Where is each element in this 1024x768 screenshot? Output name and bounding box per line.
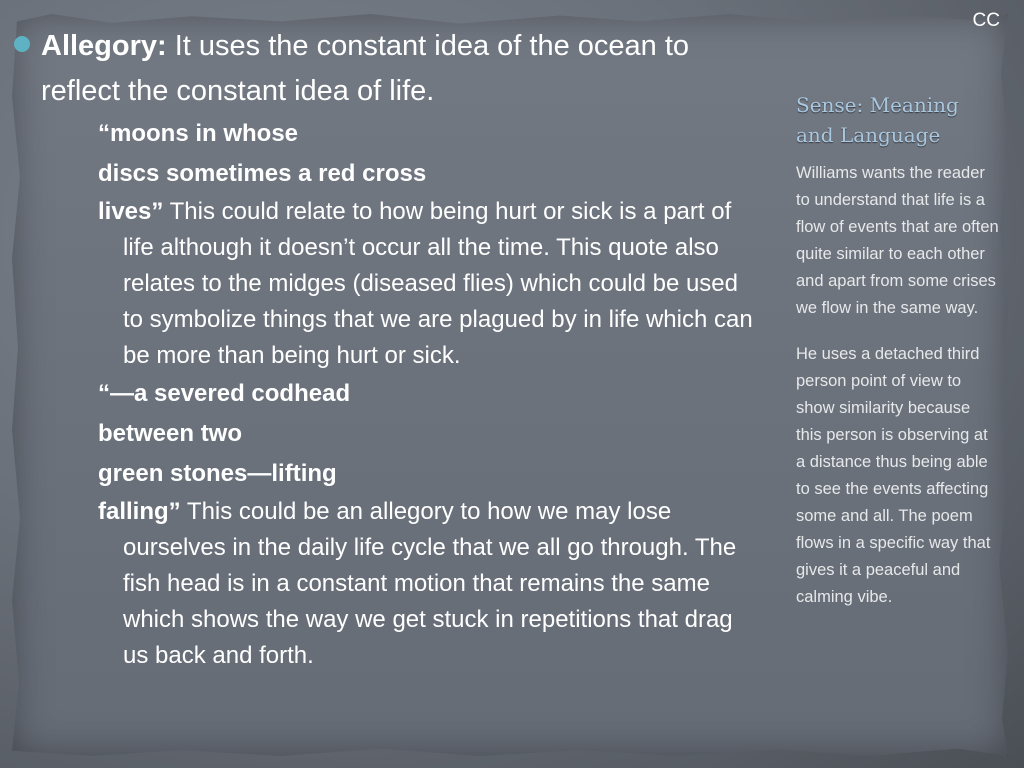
sidebar-panel bbox=[796, 90, 1000, 630]
quote2-explanation-block bbox=[98, 494, 754, 674]
quote1-line-1: “moons in whose bbox=[98, 120, 299, 147]
quote1-explanation-block bbox=[98, 194, 754, 374]
quote1-last-line: lives” bbox=[98, 198, 164, 225]
sidebar-paragraph-1: Williams wants the reader to understand that life is a flow of events that are often quite similar to each other and apart from some crises we flow in the same way. bbox=[796, 164, 999, 317]
allegory-bullet bbox=[14, 24, 754, 114]
corner-label: CC bbox=[972, 10, 1000, 31]
main-content bbox=[14, 24, 754, 674]
quote2-line-1: “—a severed codhead bbox=[98, 380, 351, 407]
quote2-last-line: falling” bbox=[98, 498, 181, 525]
quote2-line-2: between two bbox=[98, 420, 243, 447]
sidebar-paragraph-2: He uses a detached third person point of view to show similarity because this person is observing at a distance thus being able to see the events affecting some and all. The poem flows in a specific way that gives it a peaceful and calming vibe. bbox=[796, 345, 991, 606]
quote1-line-2: discs sometimes a red cross bbox=[98, 160, 427, 187]
quote1-explanation: This could relate to how being hurt or sick is a part of life although it doesn’t occur all the time. This quote also relates to the midges (diseased flies) which could be used to symbolize things that we are plagued by in life which can be more than being hurt or sick. bbox=[123, 198, 753, 369]
allegory-text: It uses the constant idea of the ocean to reflect the constant idea of life. bbox=[41, 30, 690, 107]
sidebar-title: Sense: Meaning and Language bbox=[796, 93, 959, 147]
quote2-line-3: green stones—lifting bbox=[98, 460, 337, 487]
allegory-term: Allegory: bbox=[41, 30, 167, 62]
quote2-explanation: This could be an allegory to how we may lose ourselves in the daily life cycle that we all go through. The fish head is in a constant motion that remains the same which shows the way we get stuck in repetitions that drag us back and forth. bbox=[123, 498, 737, 669]
bullet-dot-icon bbox=[14, 36, 30, 52]
